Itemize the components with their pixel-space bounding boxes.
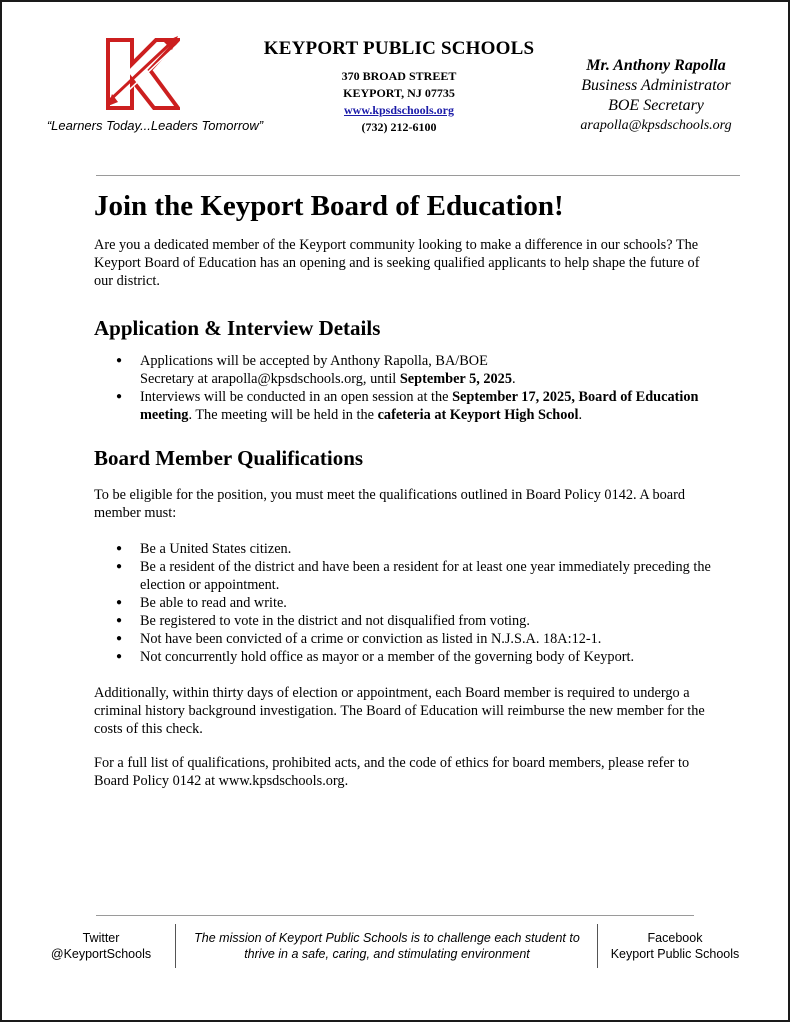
footer-separator bbox=[597, 924, 598, 968]
keyport-k-arrow-logo-icon bbox=[104, 34, 180, 112]
school-header bbox=[248, 38, 550, 136]
list-item: ● Not concurrently hold office as mayor or a member of the governing body of Keyport. bbox=[94, 648, 714, 666]
list-item: ● Be a resident of the district and have been a resident for at least one year immediately preceding the election or appointment. bbox=[94, 558, 714, 594]
motto: “Learners Today...Leaders Tomorrow” bbox=[46, 118, 264, 133]
mission-statement: The mission of Keyport Public Schools is to challenge each student to thrive in a safe, caring, and stimulating environment bbox=[194, 931, 580, 961]
contact-email: arapolla@kpsdschools.org bbox=[580, 118, 732, 133]
page-title: Join the Keyport Board of Education! bbox=[94, 190, 564, 222]
contact-title: Business Administrator bbox=[581, 77, 731, 94]
application-heading: Application & Interview Details bbox=[94, 316, 381, 340]
main-content bbox=[94, 186, 714, 790]
list-item: ● Interviews will be conducted in an open session at the September 17, 2025, Board of Education meeting. The meeting will be held in the cafeteria at Keyport High School. bbox=[94, 388, 714, 424]
intro-paragraph: Are you a dedicated member of the Keyport community looking to make a difference in our schools? The Keyport Board of Education has an opening and is seeking qualified applicants to help shape the future of our district. bbox=[94, 237, 700, 289]
qualifications-list bbox=[94, 540, 714, 666]
header-divider bbox=[96, 175, 740, 176]
twitter-handle[interactable]: @KeyportSchools bbox=[50, 947, 152, 961]
facebook-block bbox=[600, 930, 750, 962]
website-link[interactable]: www.kpsdschools.org bbox=[343, 103, 455, 117]
background-check-paragraph: Additionally, within thirty days of election or appointment, each Board member is required to undergo a criminal history background investigation. The Board of Education will reimburse the new member for the costs of this check. bbox=[94, 685, 705, 737]
phone-number: (732) 212-6100 bbox=[361, 120, 437, 134]
qualifications-heading: Board Member Qualifications bbox=[94, 446, 364, 470]
list-item: ● Applications will be accepted by Anthony Rapolla, BA/BOE Secretary at arapolla@kpsdschools.org, until September 5, 2025. bbox=[94, 352, 714, 388]
eligibility-paragraph: To be eligible for the position, you must meet the qualifications outlined in Board Policy 0142. A board member must: bbox=[94, 487, 686, 521]
address-city: KEYPORT, NJ 07735 bbox=[343, 86, 455, 100]
contact-name: Mr. Anthony Rapolla bbox=[586, 57, 726, 74]
facebook-label: Facebook bbox=[647, 931, 703, 945]
footer-separator bbox=[175, 924, 176, 968]
footer bbox=[0, 924, 792, 974]
full-list-paragraph: For a full list of qualifications, prohibited acts, and the code of ethics for board members, please refer to Board Policy 0142 at www.kpsdschools.org. bbox=[94, 755, 690, 789]
contact-block bbox=[556, 56, 756, 136]
list-item: ● Be a United States citizen. bbox=[94, 540, 714, 558]
address-street: 370 BROAD STREET bbox=[341, 69, 457, 83]
application-list bbox=[94, 352, 714, 424]
footer-divider bbox=[96, 915, 694, 916]
list-item: ● Be able to read and write. bbox=[94, 594, 714, 612]
twitter-block bbox=[36, 930, 166, 962]
school-name: KEYPORT PUBLIC SCHOOLS bbox=[263, 38, 535, 59]
facebook-name[interactable]: Keyport Public Schools bbox=[610, 947, 740, 961]
list-item: ● Not have been convicted of a crime or conviction as listed in N.J.S.A. 18A:12-1. bbox=[94, 630, 714, 648]
twitter-label: Twitter bbox=[82, 931, 120, 945]
list-item: ● Be registered to vote in the district and not disqualified from voting. bbox=[94, 612, 714, 630]
contact-role: BOE Secretary bbox=[608, 97, 704, 114]
